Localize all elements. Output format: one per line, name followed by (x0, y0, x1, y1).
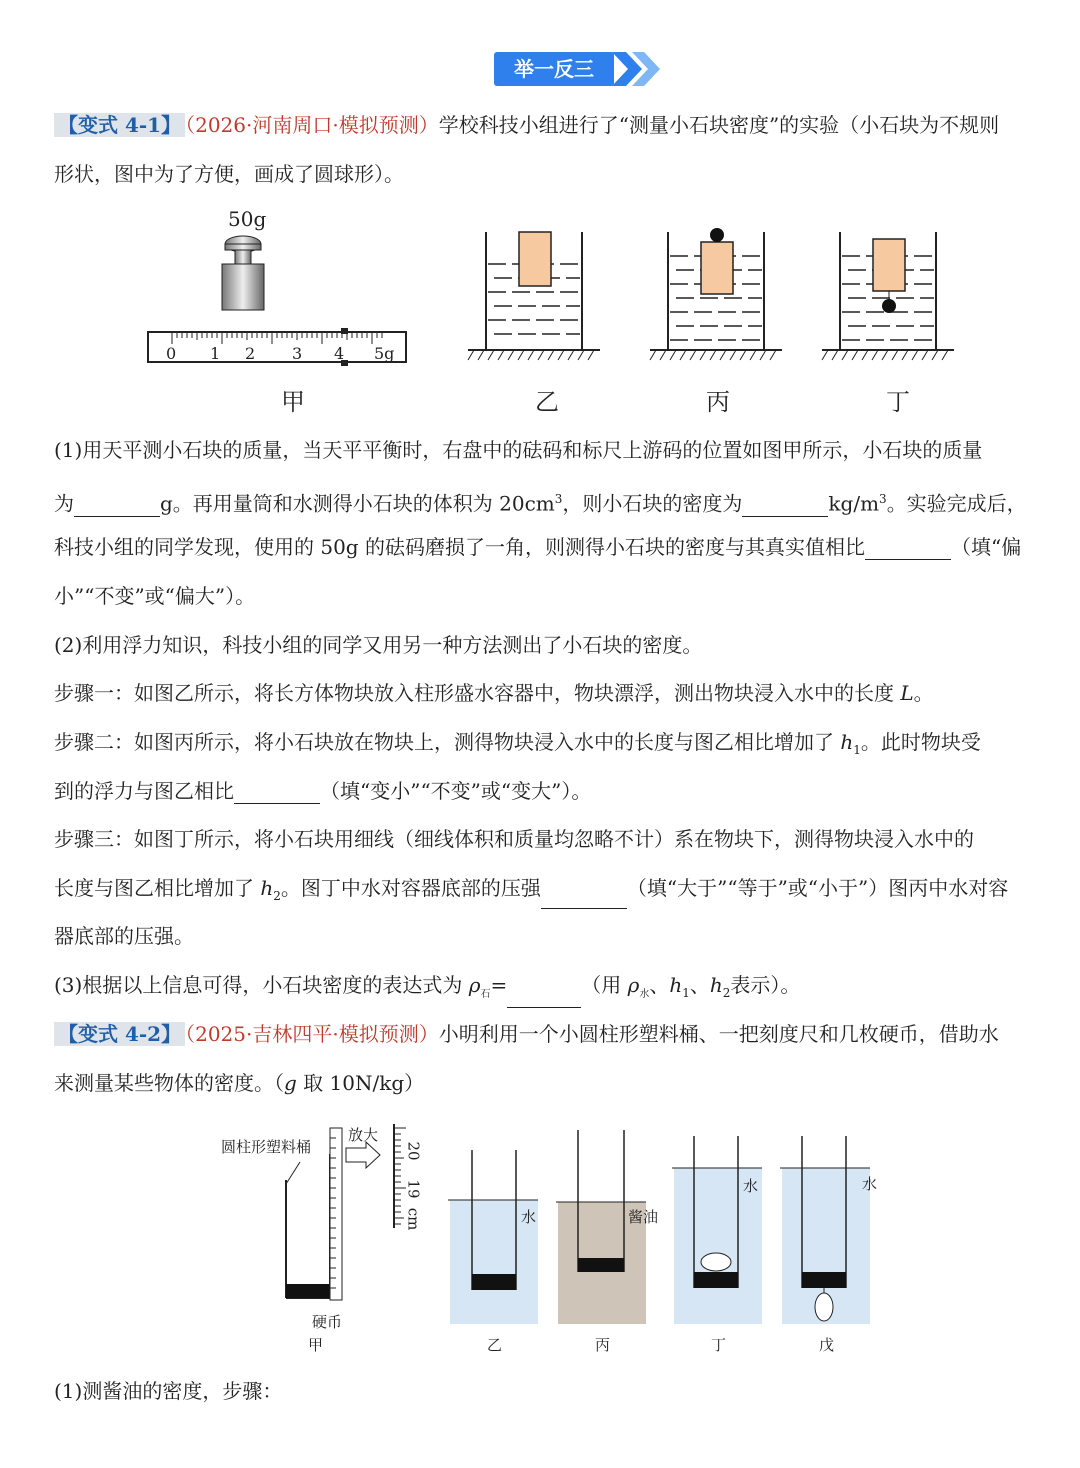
beaker-ding (672, 1136, 764, 1330)
q1-p1-line1: (1)用天平测小石块的质量，当天平平衡时，右盘中的砝码和标尺上游码的位置如图甲所示，小石块的质量 (54, 438, 983, 462)
q2-intro-line2: 来测量某些物体的密度。（g 取 10N/kg） (54, 1071, 425, 1095)
q1-step1: 步骤一：如图乙所示，将长方体物块放入柱形盛水容器中，物块漂浮，测出物块浸入水中的长度 L。 (54, 681, 934, 705)
weight-label: 50g (228, 207, 267, 231)
q1-step3-line2: 长度与图乙相比增加了 $h_2$。图丁中水对容器底部的压强 （填“大于”“等于”或“小于”）图丙中水对容 (54, 875, 1008, 909)
beaker-yi (448, 1150, 540, 1330)
scale-20: 20 (404, 1141, 423, 1161)
q2-source: （2025·吉林四平·模拟预测） (185, 1022, 439, 1046)
scale-tick-5g: 5g (374, 344, 395, 363)
q1-step3-line1: 步骤三：如图丁所示，将小石块用细线（细线体积和质量均忽略不计）系在物块下，测得物块浸入水中的 (54, 827, 974, 851)
chevron-right-icon (612, 50, 664, 88)
answer-blank-mass[interactable] (74, 496, 160, 517)
scale-tick-3: 3 (292, 344, 303, 363)
scale-tick-0: 0 (166, 344, 177, 363)
fig-label-bing: 丙 (706, 388, 730, 416)
answer-blank-density[interactable] (742, 496, 828, 517)
q1-p2: (2)利用浮力知识，科技小组的同学又用另一种方法测出了小石块的密度。 (54, 633, 703, 657)
beaker-wu (780, 1136, 872, 1330)
container-bing (646, 228, 786, 364)
section-badge-label: 举一反三 (514, 57, 594, 81)
water-label-yi: 水 (521, 1208, 537, 1226)
answer-blank-expression[interactable] (507, 987, 581, 1008)
q2-tag: 【变式 4-2】 (54, 1022, 185, 1046)
q2-fig-label-yi: 乙 (487, 1336, 503, 1354)
magnify-label: 放大 (348, 1126, 379, 1144)
fig-label-yi: 乙 (535, 388, 559, 416)
answer-blank-pressure[interactable] (541, 888, 627, 909)
q1-p1-line4: 小”“不变”或“偏大”）。 (54, 584, 256, 608)
q1-p1-line2: 为 g。再用量筒和水测得小石块的体积为 $20cm^3$，则小石块的密度为 $kg/m^3$。实验完成后， (54, 491, 1027, 516)
q2-intro-line1: 【变式 4-2】 （2025·吉林四平·模拟预测）小明利用一个小圆柱形塑料桶、一把刻度尺和几枚硬币，借助水 (54, 1021, 999, 1047)
water-label-wu: 水 (862, 1175, 878, 1193)
scale-tick-4: 4 (334, 344, 345, 363)
q1-intro-a: 学校科技小组进行了“测量小石块密度”的实验（小石块为不规则 (438, 113, 1000, 137)
answer-blank-buoyancy[interactable] (234, 783, 320, 804)
scale-19: 19 (404, 1179, 423, 1199)
q2-fig-label-wu: 戊 (819, 1336, 835, 1354)
soy-label: 酱油 (628, 1208, 659, 1226)
answer-blank-compare[interactable] (865, 539, 951, 560)
container-ding (818, 228, 958, 364)
q2-fig-label-ding: 丁 (711, 1336, 727, 1354)
q1-source: （2026·河南周口·模拟预测） (185, 113, 439, 137)
q1-intro-line1 (54, 112, 999, 138)
q1-p1-line3: 科技小组的同学发现，使用的 50g 的砝码磨损了一角，则测得小石块的密度与其真实值相比 （填“偏 (54, 535, 1022, 559)
container-yi (464, 228, 604, 364)
q1-intro-line2: 形状，图中为了方便，画成了圆球形）。 (54, 162, 404, 186)
q1-step3-line3: 器底部的压强。 (54, 924, 194, 948)
q1-step2-line2: 到的浮力与图乙相比 （填“变小”“不变”或“变大”）。 (54, 779, 592, 803)
scale-tick-2: 2 (245, 344, 256, 363)
q1-tag: 【变式 4-1】 (54, 113, 185, 137)
beaker-bing (556, 1130, 648, 1330)
fig-label-ding: 丁 (886, 388, 910, 416)
q1-step2-line1: 步骤二：如图丙所示，将小石块放在物块上，测得物块浸入水中的长度与图乙相比增加了 $h_1$。此时物块受 (54, 730, 981, 757)
q2-p1: (1)测酱油的密度，步骤： (54, 1379, 283, 1403)
water-label-ding: 水 (743, 1177, 759, 1195)
coin-label: 硬币 (312, 1313, 343, 1331)
q1-p3: (3)根据以上信息可得，小石块密度的表达式为 $\rho_石=$ （用 $\rho_水$、$h_1$、$h_2$表示）。 (54, 972, 800, 1008)
q2-fig-label-jia: 甲 (308, 1336, 324, 1354)
q2-fig-label-bing: 丙 (595, 1336, 611, 1354)
bucket-label: 圆柱形塑料桶 (221, 1138, 312, 1156)
fig-label-jia: 甲 (281, 388, 305, 416)
scale-cm: cm (404, 1207, 423, 1231)
scale-tick-1: 1 (210, 344, 221, 363)
